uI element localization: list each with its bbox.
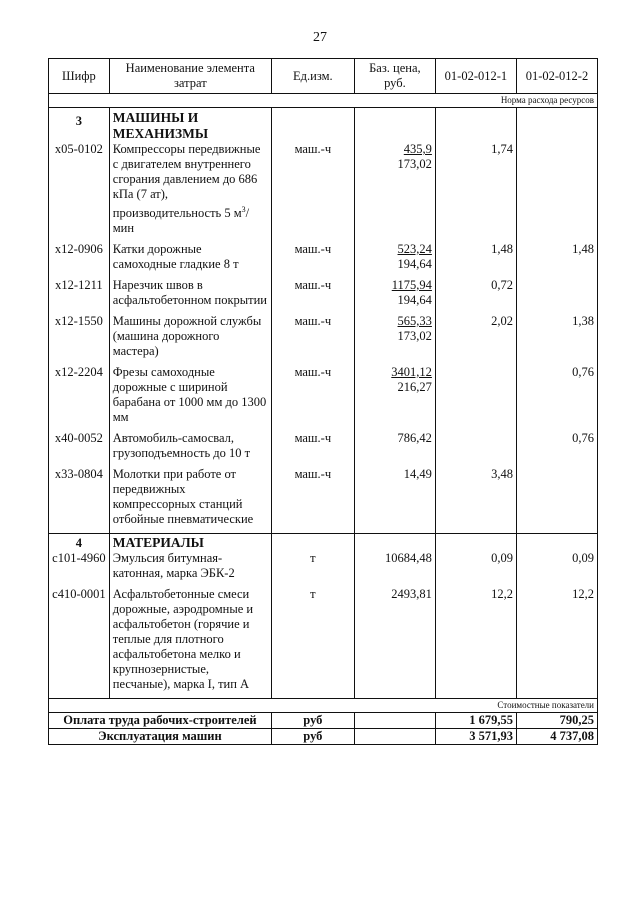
- row-unit: маш.-ч: [271, 467, 354, 527]
- row-value-1: 1,74: [435, 142, 516, 236]
- row-code: с410-0001: [49, 587, 110, 692]
- row-value-2: 12,2: [516, 587, 597, 692]
- row-value-1: 0,72: [435, 278, 516, 308]
- row-price: 10684,48: [354, 551, 435, 581]
- row-value-2: [516, 142, 597, 236]
- row-price: 2493,81: [354, 587, 435, 692]
- row-code: х40-0052: [49, 431, 110, 461]
- header-code: Шифр: [49, 59, 110, 94]
- row-value-2: 1,38: [516, 314, 597, 359]
- row-value-2: 0,76: [516, 431, 597, 461]
- resource-table: [48, 58, 598, 745]
- row-code: х33-0804: [49, 467, 110, 527]
- row-value-2: [516, 467, 597, 527]
- row-unit: маш.-ч: [271, 142, 354, 236]
- row-code: с101-4960: [49, 551, 110, 581]
- row-name: Машины дорожной службы (машина дорожного мастера): [109, 314, 271, 359]
- row-value-2: [516, 278, 597, 308]
- row-unit: маш.-ч: [271, 242, 354, 272]
- row-price: 435,9 173,02: [354, 142, 435, 236]
- header-price: Баз. цена, руб.: [354, 59, 435, 94]
- row-unit: т: [271, 587, 354, 692]
- row-name: Молотки при работе от передвижных компрессорных станций отбойные пневматические: [109, 467, 271, 527]
- section-machines-row: [49, 108, 598, 143]
- row-unit: маш.-ч: [271, 365, 354, 425]
- total-label: Эксплуатация машин: [49, 729, 272, 745]
- totals-row: [49, 729, 598, 745]
- row-code: х12-1211: [49, 278, 110, 308]
- table-row: [49, 365, 598, 425]
- row-code: х12-1550: [49, 314, 110, 359]
- row-value-2: 1,48: [516, 242, 597, 272]
- section-number: 4: [49, 534, 110, 552]
- row-price: 3401,12 216,27: [354, 365, 435, 425]
- total-value-1: 1 679,55: [435, 713, 516, 729]
- row-name: Асфальтобетонные смеси дорожные, аэродромные и асфальтобетон (горячие и теплые для плотного асфальтобетона мелко и крупнозернистые, песчаные), марка I, тип А: [109, 587, 271, 692]
- row-unit: т: [271, 551, 354, 581]
- row-unit: маш.-ч: [271, 431, 354, 461]
- total-value-1: 3 571,93: [435, 729, 516, 745]
- header-col1: 01-02-012-1: [435, 59, 516, 94]
- table-row: [49, 242, 598, 272]
- row-value-1: 1,48: [435, 242, 516, 272]
- total-value-2: 790,25: [516, 713, 597, 729]
- table-row: [49, 587, 598, 692]
- header-unit: Ед.изм.: [271, 59, 354, 94]
- total-unit: руб: [271, 713, 354, 729]
- page-number: 27: [313, 30, 327, 45]
- table-row: [49, 551, 598, 581]
- total-unit: руб: [271, 729, 354, 745]
- section-title: МАШИНЫ И МЕХАНИЗМЫ: [109, 108, 271, 143]
- row-value-1: 12,2: [435, 587, 516, 692]
- row-value-1: 0,09: [435, 551, 516, 581]
- row-name: Автомобиль-самосвал, грузоподъемность до 10 т: [109, 431, 271, 461]
- table-row: [49, 142, 598, 236]
- note-costs-row: [49, 699, 598, 713]
- row-code: х12-0906: [49, 242, 110, 272]
- table-row: [49, 431, 598, 461]
- row-value-1: [435, 431, 516, 461]
- note-resources-row: [49, 94, 598, 108]
- row-unit: маш.-ч: [271, 314, 354, 359]
- section-title: МАТЕРИАЛЫ: [109, 534, 271, 552]
- note-costs: Стоимостные показатели: [49, 699, 598, 713]
- section-materials-row: [49, 534, 598, 552]
- row-name: Фрезы самоходные дорожные с шириной барабана от 1000 мм до 1300 мм: [109, 365, 271, 425]
- table-row: [49, 314, 598, 359]
- table-row: [49, 467, 598, 527]
- totals-row: [49, 713, 598, 729]
- row-price: 565,33 173,02: [354, 314, 435, 359]
- row-unit: маш.-ч: [271, 278, 354, 308]
- header-col2: 01-02-012-2: [516, 59, 597, 94]
- total-value-2: 4 737,08: [516, 729, 597, 745]
- section-number: 3: [49, 108, 110, 143]
- total-label: Оплата труда рабочих-строителей: [49, 713, 272, 729]
- row-price: 1175,94 194,64: [354, 278, 435, 308]
- row-value-1: 2,02: [435, 314, 516, 359]
- row-price: 14,49: [354, 467, 435, 527]
- row-name: Компрессоры передвижные с двигателем внутреннего сгорания давлением до 686 кПа (7 ат), производительность 5 $м^3$/мин: [109, 142, 271, 236]
- row-value-1: [435, 365, 516, 425]
- note-resources: Норма расхода ресурсов: [49, 94, 598, 108]
- row-code: х05-0102: [49, 142, 110, 236]
- row-value-2: 0,09: [516, 551, 597, 581]
- row-name: Катки дорожные самоходные гладкие 8 т: [109, 242, 271, 272]
- row-code: х12-2204: [49, 365, 110, 425]
- row-price: 523,24 194,64: [354, 242, 435, 272]
- row-value-1: 3,48: [435, 467, 516, 527]
- header-row: [49, 59, 598, 94]
- table-row: [49, 278, 598, 308]
- row-name: Нарезчик швов в асфальтобетонном покрытии: [109, 278, 271, 308]
- row-price: 786,42: [354, 431, 435, 461]
- header-name: Наименование элемента затрат: [109, 59, 271, 94]
- row-name: Эмульсия битумная-катонная, марка ЭБК-2: [109, 551, 271, 581]
- row-value-2: 0,76: [516, 365, 597, 425]
